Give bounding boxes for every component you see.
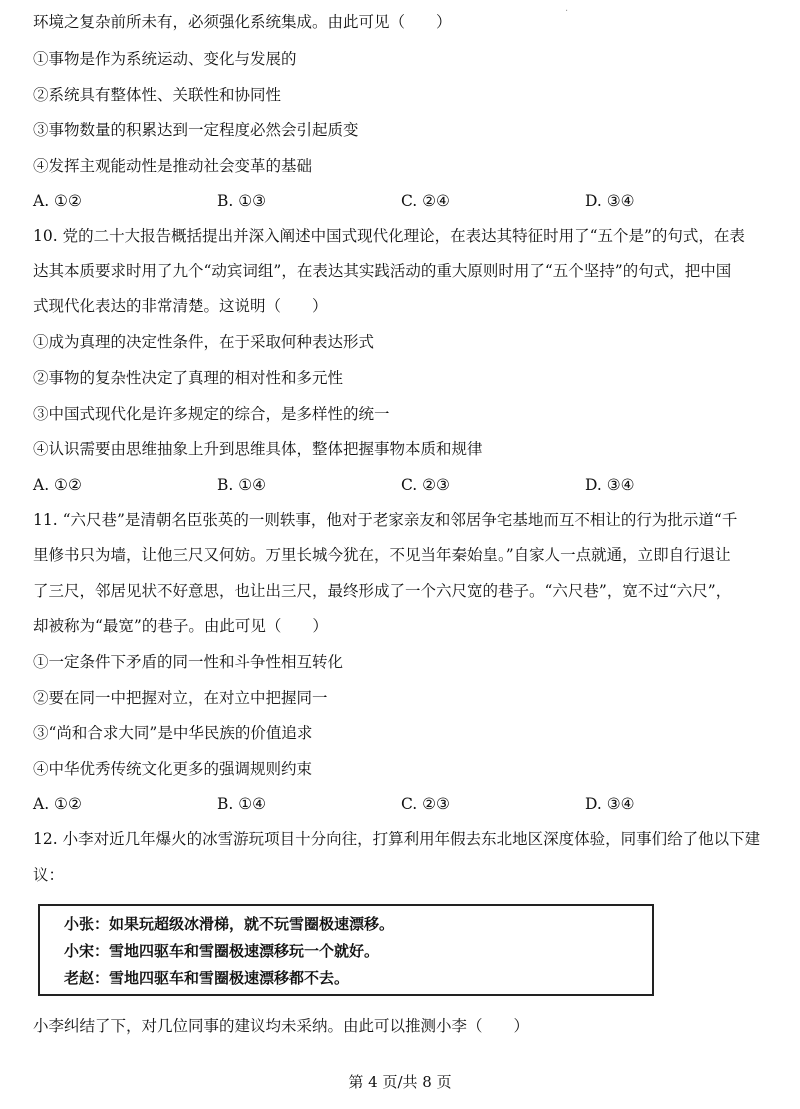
q9-statement-4: ④发挥主观能动性是推动社会变革的基础 (33, 157, 313, 175)
q10-option-c: C. ②③ (401, 476, 450, 494)
q10-option-b: B. ①④ (217, 476, 267, 494)
q12-stem-line-1: 12. 小李对近几年爆火的冰雪游玩项目十分向往，打算利用年假去东北地区深度体验，同事们给了他以下建 (33, 830, 761, 848)
q11-option-c: C. ②③ (401, 795, 450, 813)
q10-stem-line-2: 达其本质要求时用了九个“动宾词组”，在表达其实践活动的重大原则时用了“五个坚持”的句式，把中国 (33, 262, 732, 280)
q11-stem-line-4: 却被称为“最宽”的巷子。由此可见（ ） (33, 617, 328, 635)
q9-option-d: D. ③④ (585, 192, 635, 210)
q10-stem-line-3: 式现代化表达的非常清楚。这说明（ ） (33, 297, 328, 315)
corner-mark: · (565, 6, 569, 17)
suggestion-xiaozhang: 小张：如果玩超级冰滑梯，就不玩雪圈极速漂移。 (64, 915, 395, 933)
q10-statement-2: ②事物的复杂性决定了真理的相对性和多元性 (33, 369, 344, 387)
suggestion-xiaosong: 小宋：雪地四驱车和雪圈极速漂移玩一个就好。 (64, 942, 380, 960)
q9-statement-2: ②系统具有整体性、关联性和协同性 (33, 86, 282, 104)
q9-option-a: A. ①② (33, 192, 82, 210)
q9-option-c: C. ②④ (401, 192, 450, 210)
q11-option-a: A. ①② (33, 795, 82, 813)
q11-statement-3: ③“尚和合求大同”是中华民族的价值追求 (33, 724, 313, 742)
q9-statement-3: ③事物数量的积累达到一定程度必然会引起质变 (33, 121, 359, 139)
q11-option-b: B. ①④ (217, 795, 267, 813)
q10-statement-3: ③中国式现代化是许多规定的综合，是多样性的统一 (33, 405, 390, 423)
q11-stem-line-1: 11. “六尺巷”是清朝名臣张英的一则轶事，他对于老家亲友和邻居争宅基地而互不相让的行为批示道“千 (33, 511, 738, 529)
q9-option-b: B. ①③ (217, 192, 267, 210)
q9-stem-end: 环境之复杂前所未有，必须强化系统集成。由此可见（ ） (33, 13, 452, 31)
q12-stem-line-2: 议： (33, 866, 65, 884)
q10-stem-line-1: 10. 党的二十大报告概括提出并深入阐述中国式现代化理论，在表达其特征时用了“五个是”的句式，在表 (33, 227, 745, 245)
q11-stem-line-2: 里修书只为墙，让他三尺又何妨。万里长城今犹在，不见当年秦始皇。”自家人一点就通，立即自行退让 (33, 546, 731, 564)
q11-statement-1: ①一定条件下矛盾的同一性和斗争性相互转化 (33, 653, 344, 671)
q10-statement-1: ①成为真理的决定性条件，在于采取何种表达形式 (33, 333, 375, 351)
q10-statement-4: ④认识需要由思维抽象上升到思维具体，整体把握事物本质和规律 (33, 440, 483, 458)
page-footer: 第 4 页/共 8 页 (348, 1073, 452, 1091)
q10-option-d: D. ③④ (585, 476, 635, 494)
q11-option-d: D. ③④ (585, 795, 635, 813)
q11-statement-2: ②要在同一中把握对立，在对立中把握同一 (33, 689, 328, 707)
q11-statement-4: ④中华优秀传统文化更多的强调规则约束 (33, 760, 313, 778)
q12-tail: 小李纠结了下，对几位同事的建议均未采纳。由此可以推测小李（ ） (33, 1017, 530, 1035)
suggestion-box (38, 904, 654, 996)
q11-stem-line-3: 了三尺，邻居见状不好意思，也让出三尺，最终形成了一个六尺宽的巷子。“六尺巷”，宽不过“六尺”， (33, 582, 732, 600)
q9-statement-1: ①事物是作为系统运动、变化与发展的 (33, 50, 297, 68)
suggestion-laozhao: 老赵：雪地四驱车和雪圈极速漂移都不去。 (64, 969, 350, 987)
q10-option-a: A. ①② (33, 476, 82, 494)
